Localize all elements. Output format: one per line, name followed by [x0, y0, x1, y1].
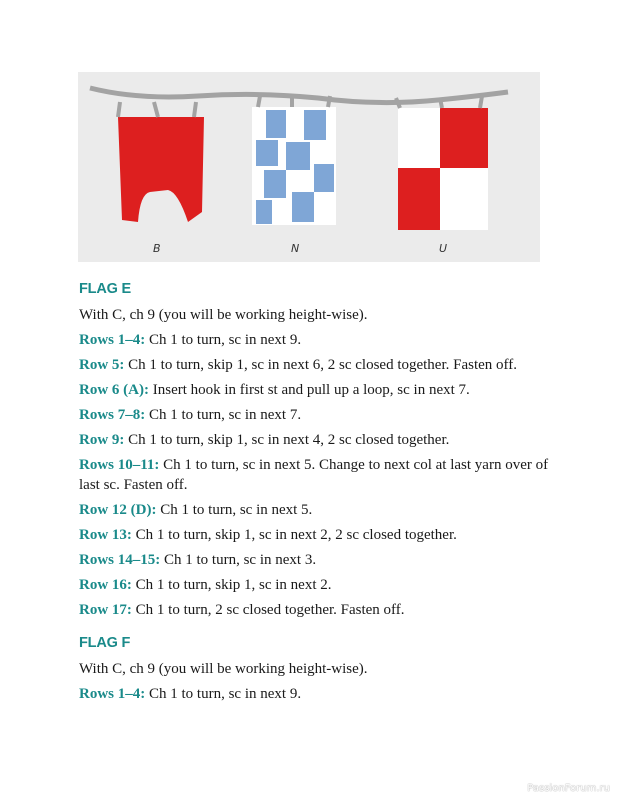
flag-label-n: N: [291, 242, 300, 255]
instruction-row: [79, 600, 549, 620]
row-text: Ch 1 to turn, sc in next 9.: [145, 332, 302, 348]
crochet-flags-illustration: [78, 72, 540, 262]
section-heading-flag-e: FLAG E: [79, 281, 131, 297]
row-text: With C, ch 9 (you will be working height-wise).: [79, 307, 368, 323]
flags-photo: [78, 72, 540, 262]
row-text: Ch 1 to turn, 2 sc closed together. Fasten off.: [131, 602, 405, 618]
row-label: Row 17:: [79, 602, 132, 618]
row-label: Rows 14–15:: [79, 552, 161, 568]
row-text: With C, ch 9 (you will be working height-wise).: [79, 661, 368, 677]
instruction-row: [79, 659, 549, 679]
row-text: Ch 1 to turn, sc in next 7.: [145, 407, 302, 423]
row-text: Ch 1 to turn, skip 1, sc in next 2, 2 sc closed together.: [131, 527, 457, 543]
instruction-row: [79, 305, 549, 325]
instruction-row: [79, 500, 549, 520]
instruction-row: [79, 430, 549, 450]
row-text: Insert hook in first st and pull up a loop, sc in next 7.: [148, 382, 470, 398]
row-label: Row 5:: [79, 357, 125, 373]
row-text: Ch 1 to turn, skip 1, sc in next 2.: [131, 577, 332, 593]
instruction-row: [79, 405, 549, 425]
instruction-row: [79, 330, 549, 350]
row-label: Rows 7–8:: [79, 407, 146, 423]
flag-label-b: B: [153, 242, 161, 255]
row-label: Rows 10–11:: [79, 457, 160, 473]
row-text: Ch 1 to turn, sc in next 9.: [145, 686, 302, 702]
pattern-instructions: [79, 281, 549, 709]
row-text: Ch 1 to turn, sc in next 3.: [160, 552, 317, 568]
row-text: Ch 1 to turn, sc in next 5. Change to next col at last yarn over of last sc. Fasten off.: [79, 457, 549, 493]
row-label: Rows 1–4:: [79, 332, 146, 348]
instruction-row: [79, 684, 549, 704]
instruction-row: [79, 525, 549, 545]
row-text: Ch 1 to turn, skip 1, sc in next 6, 2 sc closed together. Fasten off.: [124, 357, 518, 373]
row-text: Ch 1 to turn, sc in next 5.: [156, 502, 313, 518]
row-label: Row 6 (A):: [79, 382, 149, 398]
row-label: Row 13:: [79, 527, 132, 543]
section-heading-flag-f: FLAG F: [79, 635, 131, 651]
row-label: Row 16:: [79, 577, 132, 593]
instruction-row: [79, 380, 549, 400]
instruction-row: [79, 575, 549, 595]
row-text: Ch 1 to turn, skip 1, sc in next 4, 2 sc closed together.: [124, 432, 450, 448]
instruction-row: [79, 455, 549, 495]
row-label: Row 9:: [79, 432, 125, 448]
instruction-row: [79, 550, 549, 570]
instruction-row: [79, 355, 549, 375]
row-label: Row 12 (D):: [79, 502, 157, 518]
row-label: Rows 1–4:: [79, 686, 146, 702]
watermark: PassionForum.ru: [527, 783, 610, 794]
flag-label-u: U: [439, 242, 448, 255]
